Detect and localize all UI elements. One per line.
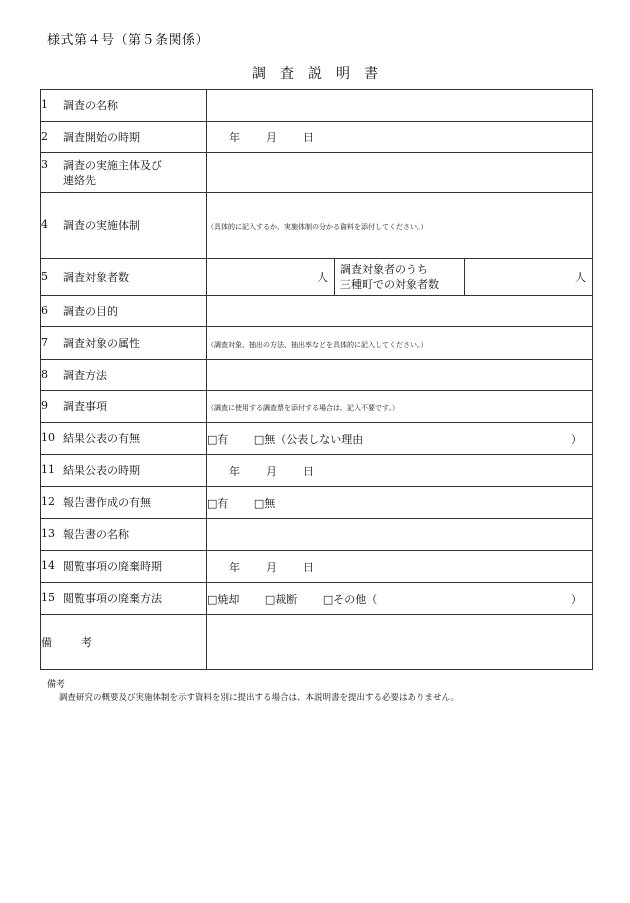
title-char: 明	[336, 66, 350, 82]
footnote-text: 調査研究の概要及び実施体制を示す資料を別に提出する場合は、本説明書を提出する必要はありません。	[59, 693, 460, 703]
items-note: （調査に使用する調査票を添付する場合は、記入不要です。）	[207, 404, 399, 412]
row-method	[41, 360, 593, 391]
row-number: 13	[41, 527, 55, 540]
publish-no-checkbox[interactable]: □無（公表しない理由	[253, 432, 364, 446]
sub-label-line2: 三種町での対象者数	[340, 278, 439, 291]
row-label: 調査開始の時期	[63, 130, 140, 144]
row-items	[41, 391, 593, 423]
document-title	[0, 63, 630, 83]
row-label: 調査の目的	[63, 304, 118, 318]
row-label: 調査対象者数	[63, 270, 129, 284]
month-label: 月	[266, 560, 277, 574]
remarks-field[interactable]	[207, 615, 593, 670]
row-label: 報告書作成の有無	[63, 496, 151, 509]
row-label: 結果公表の時期	[63, 464, 140, 477]
target-count-field[interactable]	[207, 259, 335, 296]
structure-note: （具体的に記入するか、実施体制の分かる資料を添付してください。）	[207, 223, 428, 231]
report-name-field[interactable]	[207, 519, 593, 551]
survey-form-table	[40, 89, 593, 670]
remarks-label-char: 備	[41, 636, 52, 649]
items-field[interactable]	[207, 391, 593, 423]
row-label: 閲覧事項の廃棄方法	[63, 592, 162, 605]
row-number: 11	[41, 463, 55, 476]
title-char: 書	[364, 66, 378, 82]
row-label: 報告書の名称	[63, 528, 129, 541]
row-number: 9	[41, 399, 48, 412]
row-label: 調査の実施主体及び	[63, 158, 162, 172]
row-survey-name	[41, 90, 593, 122]
row-label: 閲覧事項の廃棄時期	[63, 560, 162, 573]
row-start-date	[41, 122, 593, 153]
row-report	[41, 487, 593, 519]
row-number: 15	[41, 591, 55, 604]
local-target-count-field[interactable]	[465, 259, 593, 296]
unit-people: 人	[575, 271, 587, 284]
title-char: 査	[280, 66, 294, 82]
attributes-field[interactable]	[207, 327, 593, 360]
row-label: 調査の名称	[63, 99, 118, 112]
day-label: 日	[303, 464, 314, 478]
row-label: 調査方法	[63, 368, 107, 382]
sub-label: 調査対象者のうち	[340, 263, 428, 276]
day-label: 日	[303, 131, 314, 144]
row-label: 調査対象の属性	[63, 336, 140, 350]
incinerate-checkbox[interactable]: □焼却	[207, 592, 240, 606]
shred-checkbox[interactable]: □裁断	[264, 592, 298, 606]
row-number: 1	[41, 98, 48, 111]
row-label: 調査の実施体制	[63, 219, 140, 232]
method-field[interactable]	[207, 360, 593, 391]
row-organizer	[41, 153, 593, 193]
row-target-count	[41, 259, 593, 296]
day-label: 日	[303, 560, 314, 574]
row-number: 12	[41, 495, 55, 508]
row-purpose	[41, 296, 593, 327]
survey-name-field[interactable]	[207, 90, 593, 122]
close-paren: ）	[571, 432, 583, 446]
disposal-date-field[interactable]	[207, 551, 593, 583]
row-publication	[41, 423, 593, 455]
unit-people: 人	[317, 271, 328, 284]
row-number: 4	[41, 218, 48, 231]
month-label: 月	[266, 464, 277, 478]
row-label-line2: 連絡先	[63, 173, 96, 187]
row-remarks	[41, 615, 593, 670]
row-disposal-date	[41, 551, 593, 583]
row-label: 調査事項	[63, 400, 107, 413]
form-number: 様式第４号（第５条関係）	[47, 33, 210, 48]
year-label: 年	[229, 560, 240, 574]
attributes-note: （調査対象、抽出の方法、抽出率などを具体的に記入してください。）	[207, 340, 428, 349]
remarks-label-char: 考	[81, 636, 92, 649]
row-structure	[41, 193, 593, 259]
start-date-field[interactable]	[207, 122, 593, 153]
row-number: 14	[41, 559, 55, 572]
organizer-field[interactable]	[207, 153, 593, 193]
report-yes-checkbox[interactable]: □有	[207, 496, 229, 510]
publication-date-field[interactable]	[207, 455, 593, 487]
row-number: 10	[41, 431, 55, 444]
row-publication-date	[41, 455, 593, 487]
row-number: 5	[41, 269, 48, 283]
year-label: 年	[229, 131, 240, 144]
row-number: 2	[41, 129, 48, 143]
row-attributes	[41, 327, 593, 360]
row-number: 6	[41, 303, 48, 317]
row-report-name	[41, 519, 593, 551]
footnote-heading: 備考	[47, 680, 66, 690]
row-disposal-method	[41, 583, 593, 615]
title-char: 説	[308, 66, 322, 82]
month-label: 月	[266, 131, 277, 144]
close-paren: ）	[571, 592, 583, 606]
row-label: 結果公表の有無	[63, 432, 140, 445]
publish-yes-checkbox[interactable]: □有	[207, 432, 229, 446]
row-number: 7	[41, 335, 48, 349]
row-number: 8	[41, 367, 48, 381]
structure-field[interactable]	[207, 193, 593, 259]
row-number: 3	[41, 157, 48, 171]
purpose-field[interactable]	[207, 296, 593, 327]
other-checkbox[interactable]: □その他（	[322, 592, 378, 606]
title-char: 調	[252, 66, 266, 82]
year-label: 年	[229, 464, 240, 478]
report-no-checkbox[interactable]: □無	[253, 496, 276, 510]
